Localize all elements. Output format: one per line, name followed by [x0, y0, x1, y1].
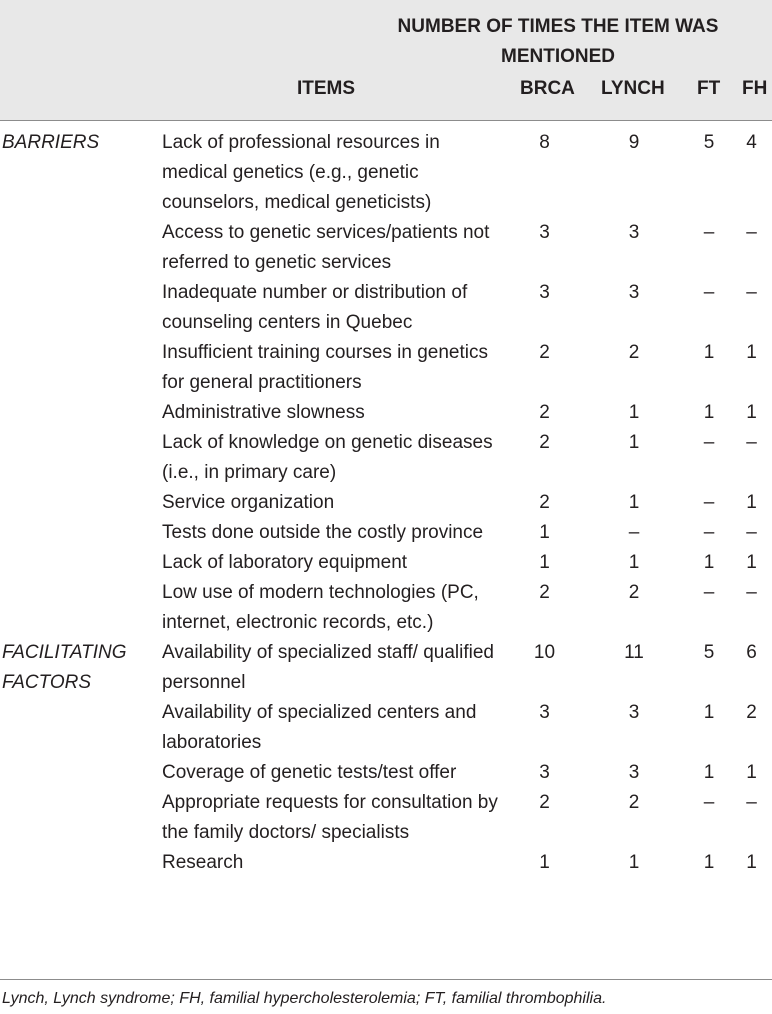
ft-count-cell: – — [703, 582, 715, 603]
fh-count-cell: 1 — [746, 552, 757, 573]
table-row — [0, 788, 772, 848]
ft-count-cell: – — [703, 282, 715, 303]
fh-count-cell: – — [746, 222, 757, 243]
ft-count-cell: – — [703, 792, 715, 813]
table-row — [0, 218, 772, 278]
data-table — [0, 128, 772, 878]
ft-column-header: FT — [697, 78, 721, 99]
lynch-count-cell: 2 — [628, 582, 640, 603]
ft-count-cell: 1 — [703, 342, 715, 363]
category-cell — [0, 338, 160, 398]
category-cell — [0, 278, 160, 338]
table-row — [0, 578, 772, 638]
brca-count-cell: 2 — [539, 342, 550, 363]
ft-count-cell: – — [703, 492, 715, 513]
category-cell — [0, 218, 160, 278]
lynch-count-cell: – — [628, 522, 640, 543]
fh-count-cell: – — [746, 432, 757, 453]
item-cell: Inadequate number or distribution of counseling centers in Quebec — [162, 282, 468, 333]
item-cell: Service organization — [162, 492, 335, 513]
brca-count-cell: 1 — [539, 852, 550, 873]
table-row — [0, 398, 772, 428]
category-cell — [0, 548, 160, 578]
category-cell — [0, 578, 160, 638]
ft-count-cell: 1 — [703, 762, 715, 783]
brca-count-cell: 2 — [539, 582, 550, 603]
item-cell: Research — [162, 852, 244, 873]
item-cell: Availability of specialized staff/ qualified personnel — [162, 642, 494, 693]
category-cell — [0, 698, 160, 758]
fh-count-cell: – — [746, 792, 757, 813]
table-row — [0, 518, 772, 548]
category-cell: FACILITATING FACTORS — [2, 642, 127, 693]
ft-count-cell: – — [703, 432, 715, 453]
lynch-count-cell: 1 — [628, 492, 640, 513]
category-cell — [0, 398, 160, 428]
brca-count-cell: 1 — [539, 522, 550, 543]
ft-count-cell: – — [703, 222, 715, 243]
items-column-header: ITEMS — [297, 78, 356, 99]
table-row — [0, 848, 772, 878]
brca-count-cell: 3 — [539, 762, 550, 783]
category-cell — [0, 518, 160, 548]
header-rule — [0, 120, 772, 121]
lynch-count-cell: 1 — [628, 432, 640, 453]
fh-count-cell: 6 — [746, 642, 757, 663]
fh-count-cell: – — [746, 522, 757, 543]
item-cell: Access to genetic services/patients not referred to genetic services — [162, 222, 490, 273]
table-bottom-rule — [0, 979, 772, 980]
brca-count-cell: 2 — [539, 402, 550, 423]
fh-count-cell: 2 — [746, 702, 757, 723]
table-row — [0, 128, 772, 218]
table-header — [0, 0, 772, 120]
item-cell: Low use of modern technologies (PC, internet, electronic records, etc.) — [162, 582, 479, 633]
fh-count-cell: – — [746, 282, 757, 303]
brca-count-cell: 2 — [539, 492, 550, 513]
lynch-count-cell: 1 — [628, 852, 640, 873]
column-group-header: NUMBER OF TIMES THE ITEM WAS MENTIONED — [397, 16, 719, 67]
item-cell: Lack of professional resources in medical genetics (e.g., genetic counselors, medical geneticists) — [162, 132, 440, 213]
table-row — [0, 488, 772, 518]
category-cell — [0, 428, 160, 488]
table-row — [0, 338, 772, 398]
lynch-count-cell: 2 — [628, 342, 640, 363]
item-cell: Coverage of genetic tests/test offer — [162, 762, 457, 783]
brca-count-cell: 3 — [539, 702, 550, 723]
brca-count-cell: 1 — [539, 552, 550, 573]
brca-count-cell: 3 — [539, 222, 550, 243]
item-cell: Appropriate requests for consultation by the family doctors/ specialists — [162, 792, 498, 843]
brca-count-cell: 3 — [539, 282, 550, 303]
category-cell — [0, 488, 160, 518]
table-footnote: Lynch, Lynch syndrome; FH, familial hypercholesterolemia; FT, familial thrombophilia. — [2, 990, 607, 1007]
fh-count-cell: 4 — [746, 132, 757, 153]
fh-count-cell: 1 — [746, 342, 757, 363]
fh-column-header: FH — [742, 78, 768, 99]
item-cell: Insufficient training courses in genetics for general practitioners — [162, 342, 488, 393]
lynch-column-header: LYNCH — [601, 78, 665, 99]
ft-count-cell: 5 — [703, 132, 715, 153]
ft-count-cell: 1 — [703, 402, 715, 423]
item-cell: Availability of specialized centers and laboratories — [162, 702, 477, 753]
category-cell — [0, 848, 160, 878]
item-cell: Administrative slowness — [162, 402, 365, 423]
table-body — [0, 128, 772, 878]
lynch-count-cell: 3 — [628, 222, 640, 243]
item-cell: Tests done outside the costly province — [162, 522, 484, 543]
item-cell: Lack of knowledge on genetic diseases (i.e., in primary care) — [162, 432, 493, 483]
fh-count-cell: 1 — [746, 402, 757, 423]
ft-count-cell: 1 — [703, 702, 715, 723]
lynch-count-cell: 1 — [628, 402, 640, 423]
table-row — [0, 548, 772, 578]
ft-count-cell: 5 — [703, 642, 715, 663]
fh-count-cell: 1 — [746, 492, 757, 513]
fh-count-cell: 1 — [746, 762, 757, 783]
brca-count-cell: 2 — [539, 792, 550, 813]
brca-column-header: BRCA — [520, 78, 575, 99]
category-cell — [0, 758, 160, 788]
lynch-count-cell: 3 — [628, 282, 640, 303]
table-row — [0, 278, 772, 338]
category-cell: BARRIERS — [2, 132, 100, 153]
brca-count-cell: 8 — [539, 132, 550, 153]
ft-count-cell: 1 — [703, 852, 715, 873]
lynch-count-cell: 3 — [628, 762, 640, 783]
fh-count-cell: – — [746, 582, 757, 603]
table-row — [0, 698, 772, 758]
lynch-count-cell: 3 — [628, 702, 640, 723]
brca-count-cell: 2 — [539, 432, 550, 453]
table-row — [0, 428, 772, 488]
category-cell — [0, 788, 160, 848]
item-cell: Lack of laboratory equipment — [162, 552, 408, 573]
ft-count-cell: 1 — [703, 552, 715, 573]
ft-count-cell: – — [703, 522, 715, 543]
brca-count-cell: 10 — [533, 642, 556, 663]
lynch-count-cell: 1 — [628, 552, 640, 573]
lynch-count-cell: 11 — [624, 642, 644, 663]
fh-count-cell: 1 — [746, 852, 757, 873]
lynch-count-cell: 2 — [628, 792, 640, 813]
table-row — [0, 638, 772, 698]
table-row — [0, 758, 772, 788]
lynch-count-cell: 9 — [628, 132, 640, 153]
